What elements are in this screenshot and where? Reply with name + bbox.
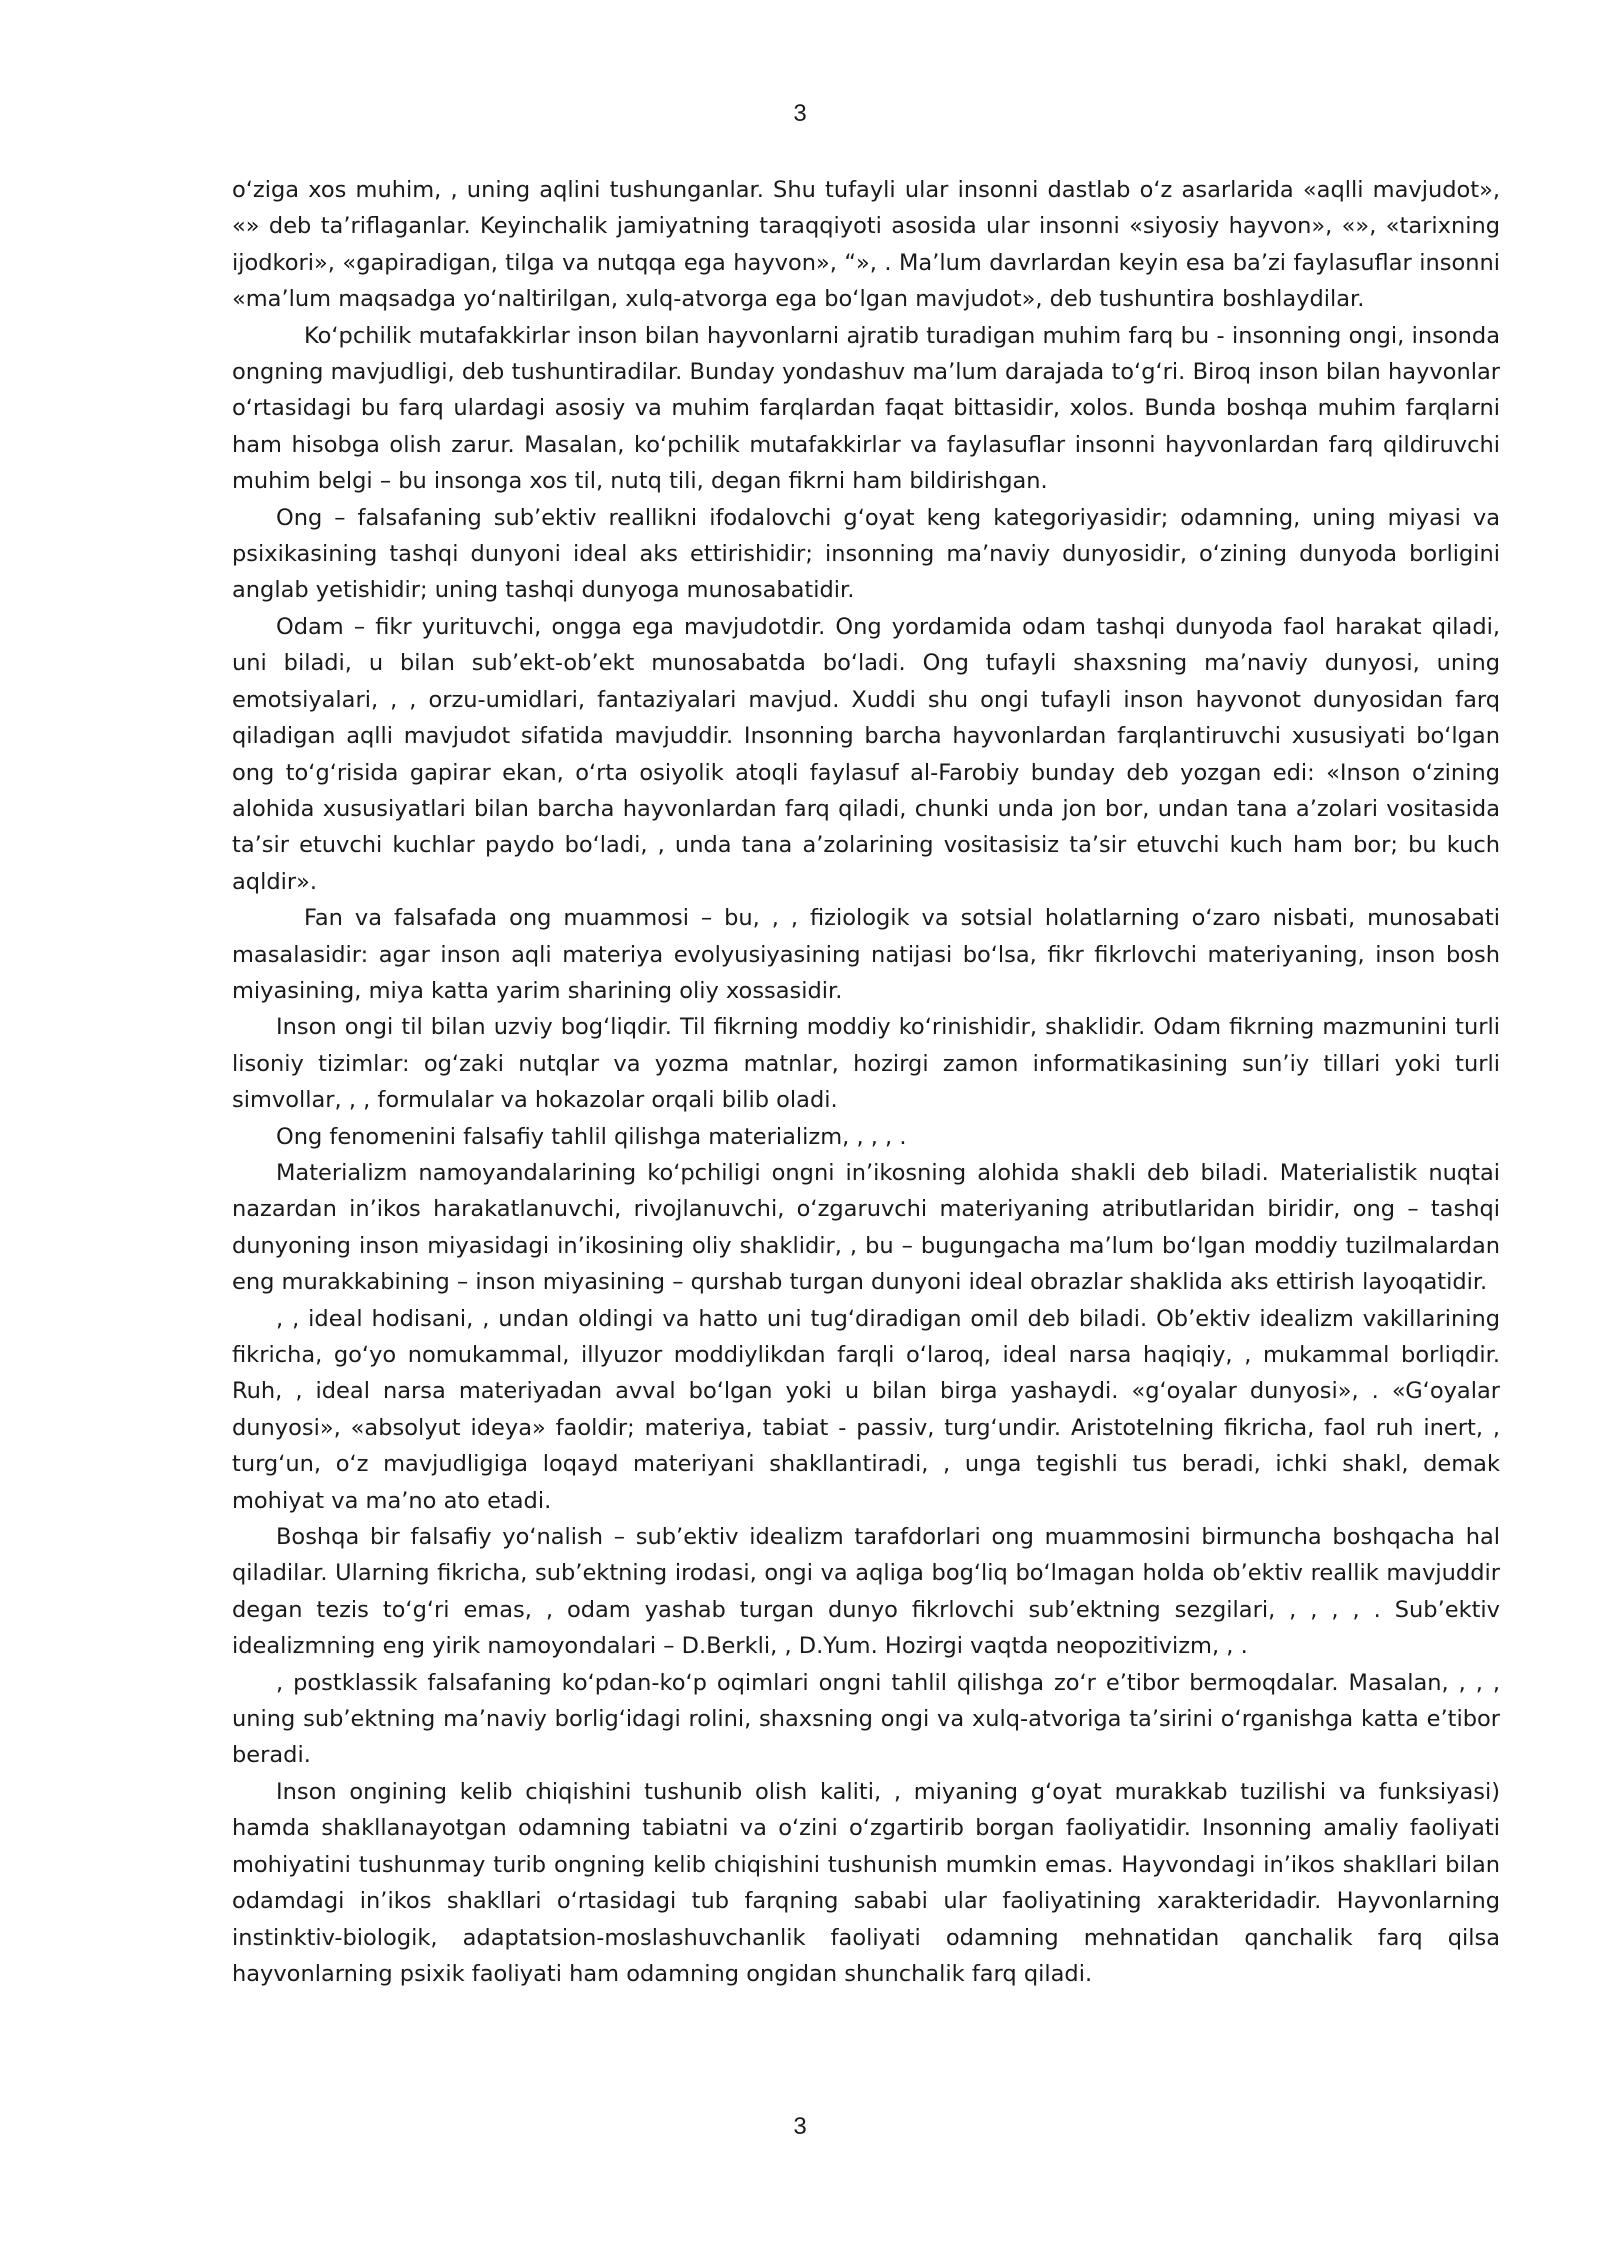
page-number-top: 3 (793, 100, 807, 127)
paragraph: , , ideal hodisani, , undan oldingi va hatto uni tugʻdiradigan omil deb biladi. Ob’ektiv idealizm vakillarining fikricha, goʻyo nomukammal, illyuzor moddiylikdan farqli oʻlaroq, ideal narsa haqiqiy, , mukammal borliqdir. Ruh, , ideal narsa materiyadan avval boʻlgan yoki u bilan birga yashaydi. «gʻoyalar dunyosi», . «Gʻoyalar dunyosi», «absolyut ideya» faoldir; materiya, tabiat - passiv, turgʻundir. Aristotelning fikricha, faol ruh inert, , turgʻun, oʻz mavjudligiga loqayd materiyani shakllantiradi, , unga tegishli tus beradi, ichki shakl, demak mohiyat va ma’no ato etadi. (232, 1305, 1500, 1514)
paragraph: Ong fenomenini falsafiy tahlil qilishga materializm, , , , . (276, 1123, 907, 1150)
paragraph: oʻziga xos muhim, , uning aqlini tushunganlar. Shu tufayli ular insonni dastlab oʻz asarlarida «aqlli mavjudot», «» deb ta’riflaganlar. Keyinchalik jamiyatning taraqqiyoti asosida ular insonni «siyosiy hayvon», «», «tarixning ijodkori», «gapiradigan, tilga va nutqqa ega hayvon», “», . Ma’lum davrlardan keyin esa ba’zi faylasuflar insonni «ma’lum maqsadga yoʻnaltirilgan, xulq-atvorga ega boʻlgan mavjudot», deb tushuntira boshlaydilar. (232, 177, 1500, 313)
paragraph: Ong – falsafaning sub’ektiv reallikni ifodalovchi gʻoyat keng kategoriyasidir; odamning, uning miyasi va psixikasining tashqi dunyoni ideal aks ettirishidir; insonning ma’naviy dunyosidir, oʻzining dunyoda borligini anglab yetishidir; uning tashqi dunyoga munosabatidir. (232, 504, 1500, 604)
body-text (232, 172, 1500, 1992)
paragraph: Materializm namoyandalarining koʻpchiligi ongni in’ikosning alohida shakli deb biladi. Materialistik nuqtai nazardan in’ikos harakatlanuvchi, rivojlanuvchi, oʻzgaruvchi materiyaning atributlaridan biridir, ong – tashqi dunyoning inson miyasidagi in’ikosining oliy shaklidir, , bu – bugungacha ma’lum boʻlgan moddiy tuzilmalardan eng murakkabining – inson miyasining – qurshab turgan dunyoni ideal obrazlar shaklida aks ettirish layoqatidir. (232, 1159, 1500, 1296)
paragraph: Boshqa bir falsafiy yoʻnalish – sub’ektiv idealizm tarafdorlari ong muammosini birmuncha boshqacha hal qiladilar. Ularning fikricha, sub’ektning irodasi, ongi va aqliga bogʻliq boʻlmagan holda ob’ektiv reallik mavjuddir degan tezis toʻgʻri emas, , odam yashab turgan dunyo fikrlovchi sub’ektning sezgilari, , , , , . Sub’ektiv idealizmning eng yirik namoyondalari – D.Berkli, , D.Yum. Hozirgi vaqtda neopozitivizm, , . (232, 1524, 1500, 1660)
page-number-bottom: 3 (793, 2113, 807, 2140)
paragraph: Fan va falsafada ong muammosi – bu, , , fiziologik va sotsial holatlarning oʻzaro nisbati, munosabati masalasidir: agar inson aqli materiya evolyusiyasining natijasi boʻlsa, fikr fikrlovchi materiyaning, inson bosh miyasining, miya katta yarim sharining oliy xossasidir. (232, 905, 1500, 1004)
paragraph: Inson ongi til bilan uzviy bogʻliqdir. Til fikrning moddiy koʻrinishidir, shaklidir. Odam fikrning mazmunini turli lisoniy tizimlar: ogʻzaki nutqlar va yozma matnlar, hozirgi zamon informatikasining sun’iy tillari yoki turli simvollar, , , formulalar va hokazolar orqali bilib oladi. (232, 1014, 1500, 1114)
paragraph: Odam – fikr yurituvchi, ongga ega mavjudotdir. Ong yordamida odam tashqi dunyoda faol harakat qiladi, uni biladi, u bilan sub’ekt-ob’ekt munosabatda boʻladi. Ong tufayli shaxsning ma’naviy dunyosi, uning emotsiyalari, , , orzu-umidlari, fantaziyalari mavjud. Xuddi shu ongi tufayli inson hayvonot dunyosidan farq qiladigan aqlli mavjudot sifatida mavjuddir. Insonning barcha hayvonlardan farqlantiruvchi xususiyati boʻlgan ong toʻgʻrisida gapirar ekan, oʻrta osiyolik atoqli faylasuf al-Farobiy bunday deb yozgan edi: «Inson oʻzining alohida xususiyatlari bilan barcha hayvonlardan farq qiladi, chunki unda jon bor, undan tana a’zolari vositasida ta’sir etuvchi kuchlar paydo boʻladi, , unda tana a’zolarining vositasisiz ta’sir etuvchi kuch ham bor; bu kuch aqldir». (232, 613, 1500, 895)
paragraph: Inson ongining kelib chiqishini tushunib olish kaliti, , miyaning gʻoyat murakkab tuzilishi va funksiyasi) hamda shakllanayotgan odamning tabiatni va oʻzini oʻzgartirib borgan faoliyatidir. Insonning amaliy faoliyati mohiyatini tushunmay turib ongning kelib chiqishini tushunish mumkin emas. Hayvondagi in’ikos shakllari bilan odamdagi in’ikos shakllari oʻrtasidagi tub farqning sababi ular faoliyatining xarakteridadir. Hayvonlarning instinktiv-biologik, adaptatsion-moslashuvchanlik faoliyati odamning mehnatidan qanchalik farq qilsa hayvonlarning psixik faoliyati ham odamning ongidan shunchalik farq qiladi. (232, 1778, 1500, 1987)
paragraph: Koʻpchilik mutafakkirlar inson bilan hayvonlarni ajratib turadigan muhim farq bu - insonning ongi, insonda ongning mavjudligi, deb tushuntiradilar. Bunday yondashuv ma’lum darajada toʻgʻri. Biroq inson bilan hayvonlar oʻrtasidagi bu farq ulardagi asosiy va muhim farqlardan faqat bittasidir, xolos. Bunda boshqa muhim farqlarni ham hisobga olish zarur. Masalan, koʻpchilik mutafakkirlar va faylasuflar insonni hayvonlardan farq qildiruvchi muhim belgi – bu insonga xos til, nutq tili, degan fikrni ham bildirishgan. (232, 322, 1500, 495)
paragraph: , postklassik falsafaning koʻpdan-koʻp oqimlari ongni tahlil qilishga zoʻr e’tibor bermoqdalar. Masalan, , , , uning sub’ektning ma’naviy borligʻidagi rolini, shaxsning ongi va xulq-atvoriga ta’sirini oʻrganishga katta e’tibor beradi. (232, 1669, 1500, 1769)
